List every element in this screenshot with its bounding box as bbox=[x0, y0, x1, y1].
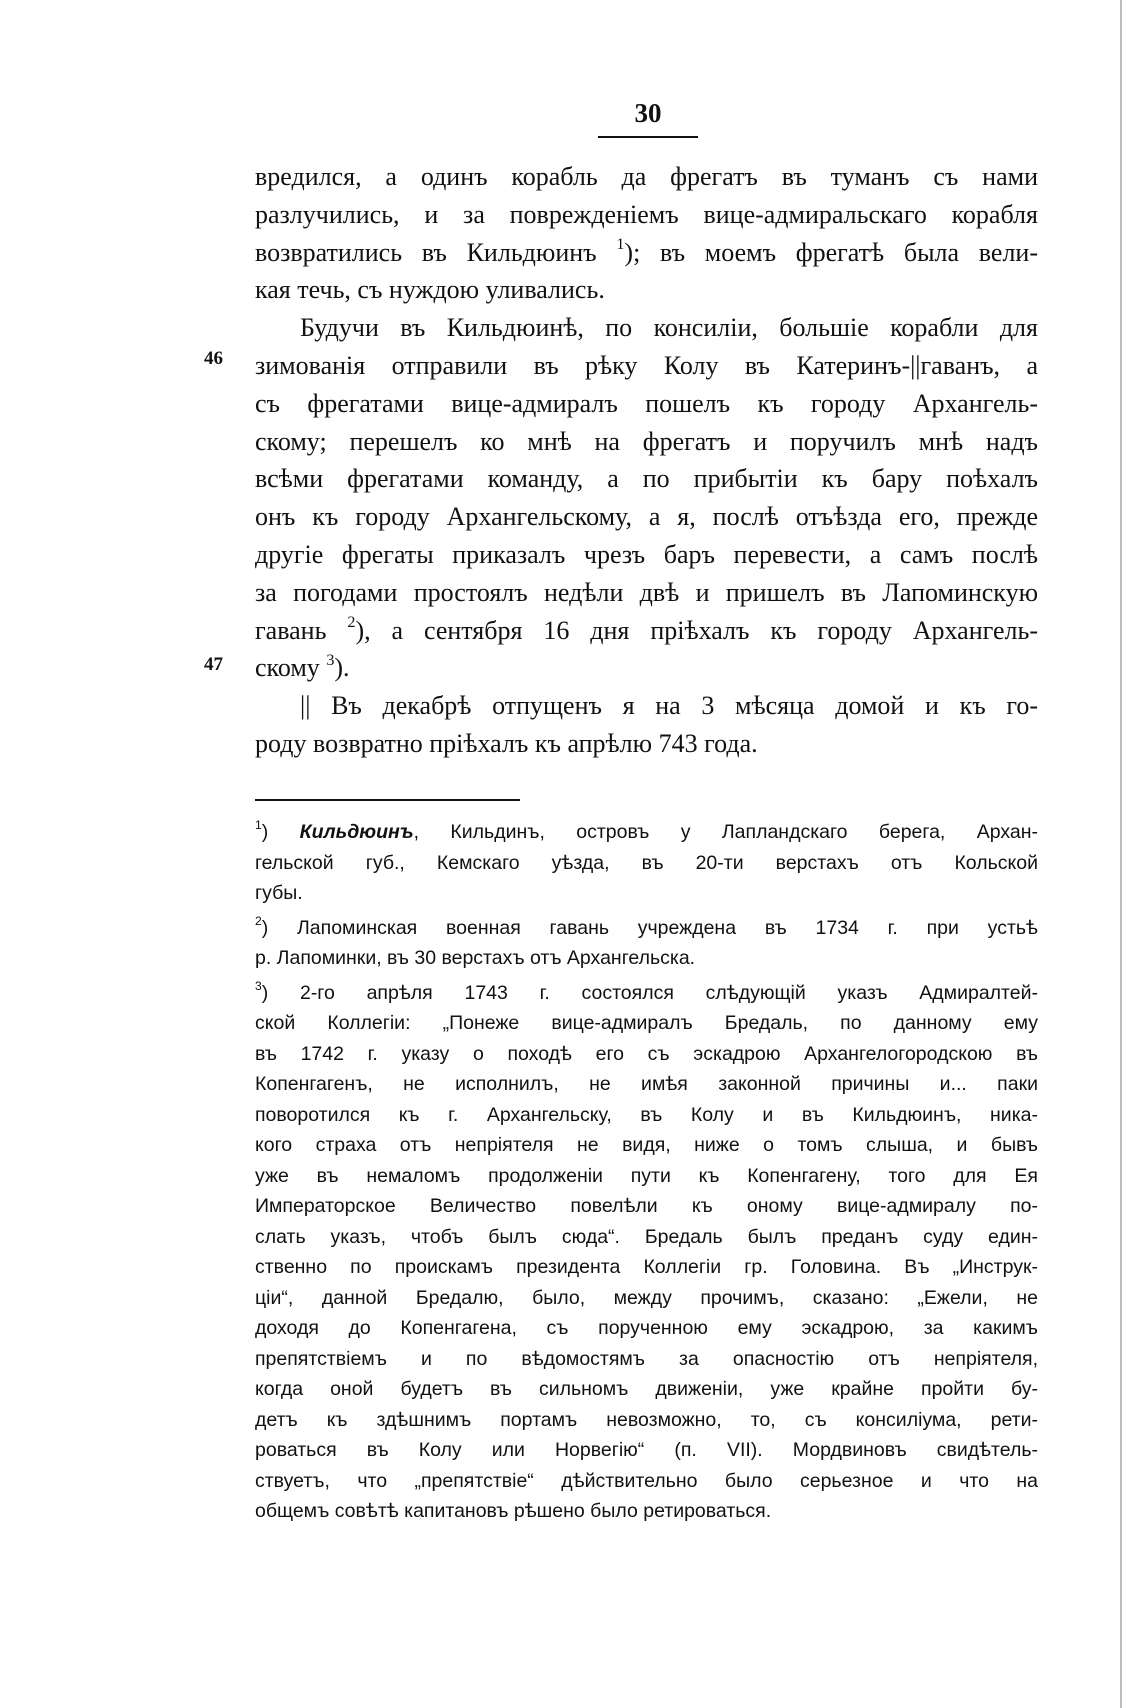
text-line: Будучи въ Кильдюинѣ, по консиліи, большіе корабли для bbox=[300, 313, 1038, 343]
text-line: другіе фрегаты приказалъ чрезъ баръ перевести, а самъ послѣ bbox=[255, 539, 1038, 569]
text-line: $^1$) Кильдюинъ, Кильдинъ, островъ у Лапландскаго берега, Архан- bbox=[255, 818, 1038, 843]
text-fragment: ); въ моемъ фрегатѣ была вели- bbox=[624, 237, 1039, 267]
footnote-ref-2: 2 bbox=[347, 614, 356, 632]
page-edge bbox=[1120, 0, 1122, 1708]
text-line: зимованія отправили въ рѣку Колу въ Катеринъ-||гаванъ, а bbox=[255, 350, 1038, 380]
text-line: вредился, а одинъ корабль да фрегатъ въ туманъ съ нами bbox=[255, 162, 1038, 191]
footnote-term: Кильдюинъ bbox=[299, 821, 414, 843]
text-line: разлучились, и за поврежденіемъ вице-адмиральскаго корабля bbox=[255, 199, 1038, 229]
footnote-marker-1: 1 bbox=[255, 818, 262, 833]
text-line: уже въ немаломъ продолженіи пути къ Копенгагену, того для Ея bbox=[255, 1164, 1038, 1187]
text-line bbox=[255, 913, 1038, 944]
text-line: р. Лапоминки, въ 30 верстахъ отъ Архангельска. bbox=[255, 947, 696, 969]
text-line: доходя до Копенгагена, съ порученною ему эскадрою, за какимъ bbox=[255, 1317, 1038, 1339]
text-line: ціи“, данной Бредалю, было, между прочимъ, сказано: „Ежели, не bbox=[255, 1286, 1038, 1309]
footnote-separator bbox=[255, 799, 520, 801]
footnotes bbox=[255, 817, 1038, 1531]
text-line: роду возвратно пріѣхалъ къ апрѣлю 743 года. bbox=[255, 728, 758, 758]
text-line: кого страха отъ непріятеля не видя, ниже о томъ слыша, и бывъ bbox=[255, 1134, 1038, 1156]
text-line: ственно по проискамъ президента Коллегіи гр. Головина. Въ „Инструк- bbox=[255, 1256, 1038, 1278]
text-line bbox=[255, 612, 1038, 650]
paragraph-2 bbox=[255, 309, 1038, 687]
text-line: скому; перешелъ ко мнѣ на фрегатъ и поручилъ мнѣ надъ bbox=[255, 426, 1038, 456]
footnote-marker-2: 2 bbox=[255, 913, 262, 928]
footnote-marker-3: 3 bbox=[255, 978, 262, 993]
footnote-ref-3: 3 bbox=[326, 652, 335, 670]
text-line: поворотился къ г. Архангельску, въ Колу и въ Кильдюинъ, ника- bbox=[255, 1103, 1038, 1126]
text-line bbox=[255, 649, 1038, 687]
text-fragment: ), а сентября 16 дня пріѣхалъ къ городу Архангель- bbox=[355, 615, 1038, 645]
text-line: ствуетъ, что „препятствіе“ дѣйствительно было серьезное и что на bbox=[255, 1469, 1038, 1492]
text-line: Копенгагенъ, не исполнилъ, не имѣя законной причины и... паки bbox=[255, 1073, 1038, 1095]
paragraph-1 bbox=[255, 158, 1038, 309]
text-line: препятствіемъ и по вѣдомостямъ за опасностію отъ непріятеля, bbox=[255, 1347, 1038, 1370]
margin-number-47: 47 bbox=[204, 654, 223, 675]
text-line: детъ къ здѣшнимъ портамъ невозможно, то, съ консиліума, рети- bbox=[255, 1408, 1038, 1431]
text-line: гельской губ., Кемскаго уѣзда, въ 20-ти верстахъ отъ Кольской bbox=[255, 851, 1038, 874]
footnote-3 bbox=[255, 978, 1038, 1527]
paragraph-3 bbox=[255, 687, 1038, 763]
text-line: роваться въ Колу или Норвегію“ (п. VII). Мордвиновъ свидѣтель- bbox=[255, 1439, 1038, 1461]
text-fragment: скому bbox=[255, 653, 320, 683]
text-fragment: гавань bbox=[255, 615, 327, 645]
page-number: 30 bbox=[634, 98, 662, 128]
text-line: губы. bbox=[255, 882, 303, 904]
text-fragment: ) Лапоминская военная гавань учреждена въ 1734 г. при устьѣ bbox=[261, 916, 1038, 939]
main-text bbox=[255, 158, 1038, 763]
text-line: кая течь, съ нуждою уливались. bbox=[255, 275, 605, 305]
text-line: || Въ декабрѣ отпущенъ я на 3 мѣсяца домой и къ го- bbox=[300, 691, 1038, 721]
text-line: онъ къ городу Архангельскому, а я, послѣ отъѣзда его, прежде bbox=[255, 502, 1038, 532]
text-line bbox=[255, 978, 1038, 1009]
text-fragment: , Кильдинъ, островъ у Лапландскаго берега, Архан- bbox=[413, 821, 1038, 843]
text-line: ской Коллегіи: „Понеже вице-адмиралъ Бредаль, по данному ему bbox=[255, 1012, 1038, 1034]
text-fragment: возвратились въ Кильдюинъ bbox=[255, 237, 597, 267]
text-fragment: ). bbox=[334, 653, 350, 683]
text-line: общемъ совѣтѣ капитановъ рѣшено было ретироваться. bbox=[255, 1500, 772, 1522]
text-line: съ фрегатами вице-адмиралъ пошелъ къ городу Архангель- bbox=[255, 388, 1038, 418]
text-line: въ 1742 г. указу о походѣ его съ эскадрою Архангелогородскою въ bbox=[255, 1042, 1038, 1065]
page-number-underline bbox=[598, 136, 698, 138]
text-line bbox=[255, 234, 1038, 272]
footnote-2 bbox=[255, 913, 1038, 974]
footnote-ref-1: 1 bbox=[616, 236, 625, 254]
footnote-1 bbox=[255, 817, 1038, 909]
text-line: всѣми фрегатами команду, а по прибытіи къ бару поѣхалъ bbox=[255, 464, 1038, 494]
margin-number-46: 46 bbox=[204, 348, 223, 369]
text-line: слать указъ, чтобъ былъ сюда“. Бредаль былъ преданъ суду един- bbox=[255, 1225, 1038, 1248]
text-line: за погодами простоялъ недѣли двѣ и пришелъ въ Лапоминскую bbox=[255, 577, 1038, 607]
text-line: Императорское Величество повелѣли къ оному вице-адмиралу по- bbox=[255, 1195, 1038, 1217]
text-line: когда оной будетъ въ сильномъ движеніи, уже крайне пройти бу- bbox=[255, 1378, 1038, 1400]
text-fragment: ) 2-го апрѣля 1743 г. состоялся слѣдующій указъ Адмиралтей- bbox=[261, 981, 1038, 1004]
